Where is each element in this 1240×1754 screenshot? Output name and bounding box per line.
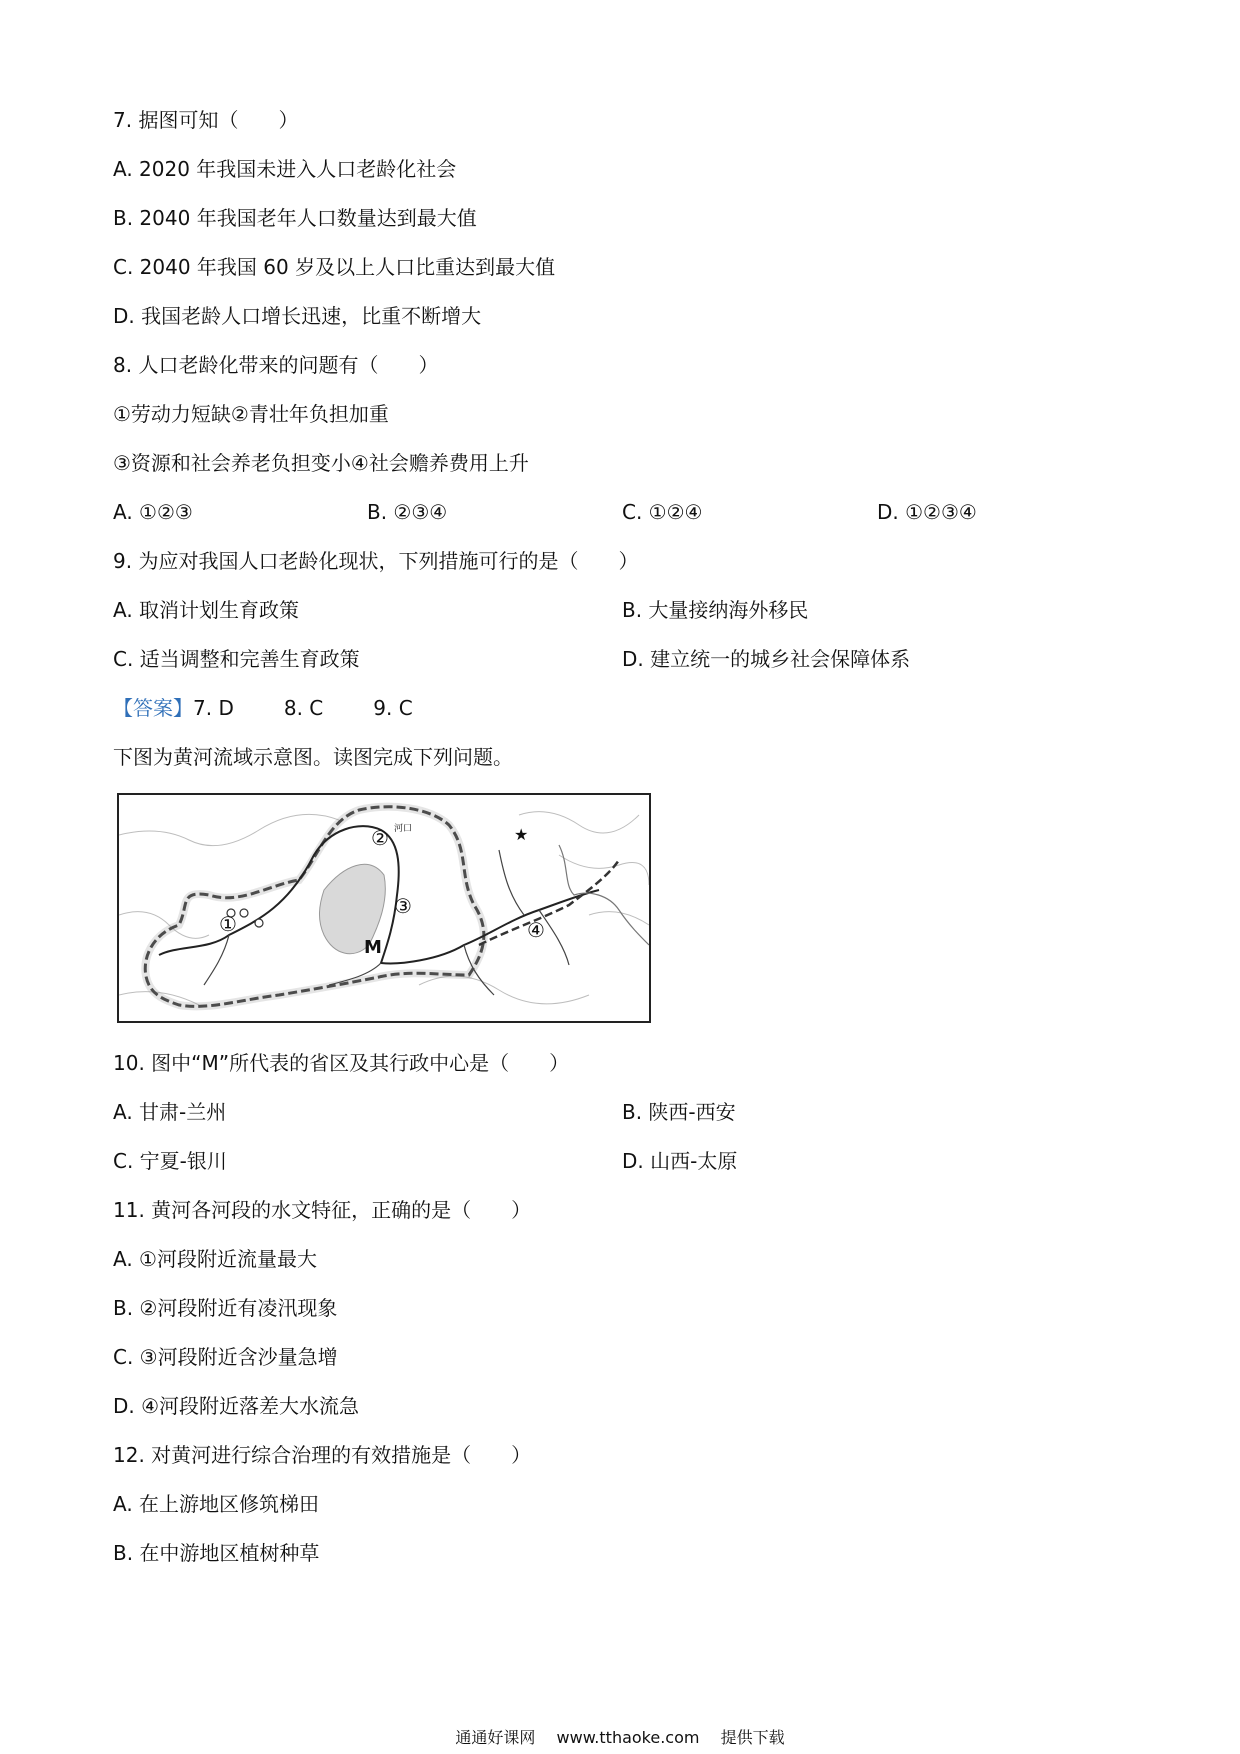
map-label-4: ④ [527, 918, 545, 942]
map-label-m: M [364, 937, 382, 958]
q12-stem: 12. 对黄河进行综合治理的有效措施是（ ） [113, 1443, 532, 1467]
footer-action: 提供下载 [720, 1728, 785, 1747]
q10-stem: 10. 图中“M”所代表的省区及其行政中心是（ ） [113, 1051, 570, 1075]
map-star-icon: ★ [514, 825, 529, 844]
q10-option-b: B. 陕西-西安 [622, 1100, 736, 1124]
q12-option-a: A. 在上游地区修筑梯田 [113, 1492, 320, 1516]
q9-option-c: C. 适当调整和完善生育政策 [113, 647, 360, 671]
footer-site-name: 通通好课网 [455, 1728, 536, 1747]
map-drawing [119, 795, 649, 1021]
q11-option-c: C. ③河段附近含沙量急增 [113, 1345, 338, 1369]
q10-option-c: C. 宁夏-银川 [113, 1149, 227, 1173]
q8-option-c: C. ①②④ [622, 500, 703, 524]
footer-url[interactable]: www.tthaoke.com [556, 1728, 700, 1747]
yellow-river-map [117, 793, 651, 1023]
page-footer [0, 1727, 1240, 1749]
answer-line [113, 694, 413, 722]
q7-option-b: B. 2040 年我国老年人口数量达到最大值 [113, 206, 477, 230]
q12-option-b: B. 在中游地区植树种草 [113, 1541, 320, 1565]
q8-option-d: D. ①②③④ [877, 500, 977, 524]
q10-option-a: A. 甘肃-兰州 [113, 1100, 227, 1124]
q7-option-d: D. 我国老龄人口增长迅速，比重不断增大 [113, 304, 482, 328]
q8-stem: 8. 人口老龄化带来的问题有（ ） [113, 353, 439, 377]
q8-option-b: B. ②③④ [367, 500, 448, 524]
q9-option-d: D. 建立统一的城乡社会保障体系 [622, 647, 911, 671]
map-intro: 下图为黄河流域示意图。读图完成下列问题。 [113, 745, 513, 769]
q7-stem: 7. 据图可知（ ） [113, 108, 299, 132]
q9-option-b: B. 大量接纳海外移民 [622, 598, 809, 622]
answer-7: 7. D [193, 696, 234, 720]
q8-statements-2: ③资源和社会养老负担变小④社会赡养费用上升 [113, 451, 529, 475]
q7-option-c: C. 2040 年我国 60 岁及以上人口比重达到最大值 [113, 255, 556, 279]
q11-option-d: D. ④河段附近落差大水流急 [113, 1394, 360, 1418]
map-label-hekou: 河口 [394, 824, 413, 834]
q11-option-a: A. ①河段附近流量最大 [113, 1247, 317, 1271]
q10-option-d: D. 山西-太原 [622, 1149, 738, 1173]
q7-option-a: A. 2020 年我国未进入人口老龄化社会 [113, 157, 457, 181]
q9-stem: 9. 为应对我国人口老龄化现状，下列措施可行的是（ ） [113, 549, 639, 573]
q11-stem: 11. 黄河各河段的水文特征，正确的是（ ） [113, 1198, 532, 1222]
q9-option-a: A. 取消计划生育政策 [113, 598, 300, 622]
q8-statements-1: ①劳动力短缺②青壮年负担加重 [113, 402, 389, 426]
map-label-2: ② [371, 826, 389, 850]
map-label-1: ① [219, 912, 237, 936]
answer-9: 9. C [373, 696, 413, 720]
map-label-3: ③ [394, 894, 412, 918]
answer-tag: 【答案】 [113, 696, 193, 720]
q11-option-b: B. ②河段附近有凌汛现象 [113, 1296, 338, 1320]
q8-option-a: A. ①②③ [113, 500, 193, 524]
answer-8: 8. C [283, 696, 324, 720]
